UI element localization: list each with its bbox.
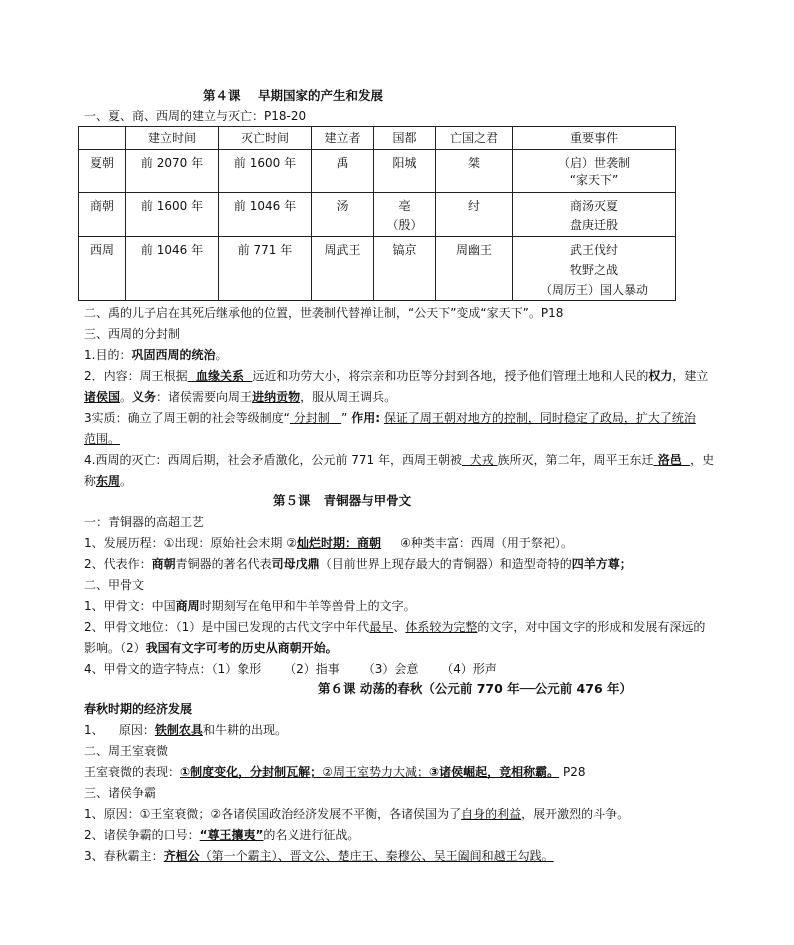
- section-heading: 春秋时期的经济发展: [84, 702, 193, 716]
- event-line: “家天下”: [569, 173, 619, 187]
- fell-cell: 前 1046 年: [219, 193, 312, 237]
- lesson-name: 早期国家的产生和发展: [257, 88, 383, 103]
- key-term: 诸侯国: [84, 390, 121, 404]
- events-cell: [513, 237, 676, 301]
- table-header-cell: 建立者: [312, 127, 374, 150]
- key-term: 齐桓公: [163, 849, 200, 863]
- event-line: （启）世袭制: [557, 156, 630, 170]
- key-term: “尊王攘夷”: [199, 828, 264, 842]
- founder-cell: 禹: [312, 150, 374, 193]
- text-run: （4）形声: [441, 662, 497, 676]
- paragraph: [84, 827, 359, 843]
- text-run: 的文字，对中国文字的形成和发展有深远的: [477, 620, 706, 634]
- founder-cell: 汤: [312, 193, 374, 237]
- text-run: 2、代表作：: [84, 557, 152, 571]
- fell-cell: 前 771 年: [219, 237, 312, 301]
- table-row: [79, 150, 676, 193]
- key-term: 分封制: [293, 411, 330, 425]
- lesson6-title: 第６课 动荡的春秋（公元前 770 年──公元前 476 年）: [318, 681, 632, 696]
- lesson5-title: [273, 493, 411, 509]
- lesson4-title: [203, 88, 383, 104]
- paragraph: [84, 410, 696, 426]
- events-cell: [513, 193, 676, 237]
- text-run: 王室衰微的表现：: [84, 765, 181, 779]
- key-term: ①制度变化，分封制瓦解；: [180, 765, 323, 779]
- table-header-cell: 灭亡时间: [219, 127, 312, 150]
- dynasty-table: [78, 126, 676, 301]
- text-run: 。: [120, 474, 133, 488]
- event-line: 商汤灭夏: [569, 199, 618, 213]
- fell-cell: 前 1600 年: [219, 150, 312, 193]
- paragraph: [84, 368, 708, 384]
- paragraph: [84, 806, 629, 822]
- paragraph: [84, 848, 554, 864]
- paragraph: [84, 473, 132, 489]
- text-run: （第一个霸主）、晋文公、楚庄王、秦穆公、吴王阖闾和越王勾践。: [199, 849, 554, 863]
- last-ruler-cell: 桀: [436, 150, 513, 193]
- section-heading: 一：青铜器的高超工艺: [84, 515, 205, 529]
- key-term: 血缘关系: [196, 369, 245, 383]
- capital-cell: [374, 150, 436, 193]
- section-heading: 三、西周的分封制: [84, 327, 181, 341]
- key-term: 义务: [132, 390, 157, 404]
- text-run: 1、原因：①王室衰微；②各诸侯国政治经济发展不平衡，各诸侯国为了: [84, 807, 462, 821]
- text-run: 族所灭，第二年，周平王东迁: [497, 453, 654, 467]
- key-term: 东周: [96, 474, 121, 488]
- paragraph: [84, 556, 632, 572]
- key-term: 洛邑: [657, 453, 682, 467]
- text-run: 3、春秋霸主：: [84, 849, 164, 863]
- text-run: 远近和功劳大小，将宗亲和功臣等分封到各地，授予他们管理土地和人民的: [252, 369, 649, 383]
- text-run: ④种类丰富：西周（用于祭祀）。: [400, 536, 573, 550]
- text-run: 2．内容：周王根据: [84, 369, 188, 383]
- text-run: 4.西周的灭亡：西周后期，社会矛盾激化，公元前 771 年，西周王朝被: [84, 453, 462, 467]
- section-heading: 三、诸侯争霸: [84, 786, 157, 800]
- text-run: ，史: [690, 453, 715, 467]
- key-term: 最早: [369, 620, 394, 634]
- text-run: 3实质：确立了周王朝的社会等级制度“: [84, 411, 290, 425]
- paragraph: [84, 598, 416, 614]
- capital-line: 阳城: [392, 156, 417, 170]
- text-run: 影响。（2）: [84, 641, 146, 655]
- key-term: 巩固西周的统治: [131, 348, 216, 362]
- lesson-number: 第４课: [203, 88, 241, 103]
- dynasty-cell: 夏朝: [79, 150, 126, 193]
- lesson-name: 青铜器与甲骨文: [323, 493, 412, 508]
- text-run: 时期刻写在龟甲和牛羊等兽骨上的文字。: [199, 599, 416, 613]
- key-term: 犬戎: [469, 453, 494, 467]
- founded-cell: 前 2070 年: [126, 150, 219, 193]
- text-run: （目前世界上现存最大的青铜器）和造型奇特的: [319, 557, 572, 571]
- text-run: 称: [84, 474, 97, 488]
- event-line: 牧野之战: [569, 263, 618, 277]
- dynasty-cell: 商朝: [79, 193, 126, 237]
- text-run: 的名义进行征战。: [263, 828, 360, 842]
- paragraph: [84, 431, 120, 447]
- key-term: 自身的利益: [461, 807, 522, 821]
- key-term: ③诸侯崛起，竞相称霸。: [428, 765, 560, 779]
- key-term: 铁制农具: [154, 723, 203, 737]
- text-run: 保证了周王朝对地方的控制，同时稳定了政局，扩大了统治: [383, 411, 696, 425]
- paragraph: [84, 619, 705, 635]
- founded-cell: 前 1046 年: [126, 237, 219, 301]
- capital-line: 镐京: [392, 243, 417, 257]
- paragraph: [84, 389, 396, 405]
- text-run: ，服从周王调兵。: [300, 390, 397, 404]
- event-line: 盘庚迁殷: [569, 218, 618, 232]
- text-run: 范围。: [84, 432, 121, 446]
- last-ruler-cell: 纣: [436, 193, 513, 237]
- table-row: [79, 237, 676, 301]
- table-header-cell: [79, 127, 126, 150]
- dynasty-cell: 西周: [79, 237, 126, 301]
- paragraph: [84, 661, 497, 677]
- text-run: 2、诸侯争霸的口号：: [84, 828, 200, 842]
- event-line: 武王伐纣: [569, 243, 618, 257]
- key-term: 作用:: [351, 411, 381, 425]
- paragraph: [84, 764, 585, 780]
- paragraph: [84, 535, 573, 551]
- key-term: 司母戊鼎: [271, 557, 320, 571]
- capital-line: （殷）: [386, 218, 423, 232]
- text-run: 2、甲骨文地位：（1）是中国已发现的古代文字中年代: [84, 620, 370, 634]
- key-term: 进纳贡物: [252, 390, 301, 404]
- table-header-row: [79, 127, 676, 150]
- table-header-cell: 亡国之君: [436, 127, 513, 150]
- text-run: 原因：: [118, 723, 155, 737]
- text-run: ②: [286, 536, 297, 550]
- text-run: 1、甲骨文：中国: [84, 599, 176, 613]
- paragraph: [84, 347, 227, 363]
- key-term: 我国有文字可考的历史从商朝开始。: [145, 641, 338, 655]
- last-ruler-cell: 周幽王: [436, 237, 513, 301]
- key-term: ②周王室势力大减；: [322, 765, 429, 779]
- section-heading: 一、夏、商、西周的建立与灭亡：P18-20: [84, 109, 307, 123]
- capital-cell: [374, 237, 436, 301]
- founded-cell: 前 1600 年: [126, 193, 219, 237]
- text-run: 青铜器的著名代表: [175, 557, 272, 571]
- text-run: （2）指事: [284, 662, 340, 676]
- key-term: 权力: [648, 369, 673, 383]
- text-run: 1、: [84, 723, 104, 737]
- section-heading: 二、甲骨文: [84, 578, 145, 592]
- text-run: 、: [393, 620, 406, 634]
- paragraph: [84, 722, 287, 738]
- lesson-number: 第５课: [273, 493, 311, 508]
- paragraph: [84, 640, 338, 656]
- text-run: ，建立: [672, 369, 709, 383]
- table-header-cell: 国都: [374, 127, 436, 150]
- capital-cell: [374, 193, 436, 237]
- table-header-cell: 建立时间: [126, 127, 219, 150]
- text-run: ”: [341, 411, 348, 425]
- key-term: 商周: [175, 599, 200, 613]
- text-run: 。: [215, 348, 228, 362]
- text-run: 和牛耕的出现。: [202, 723, 287, 737]
- capital-line: 亳: [398, 199, 411, 213]
- text-run: ，展开激烈的斗争。: [521, 807, 630, 821]
- events-cell: [513, 150, 676, 193]
- text-run: 。: [120, 390, 133, 404]
- text-run: ：诸侯需要向周王: [156, 390, 253, 404]
- table-row: [79, 193, 676, 237]
- key-term: 灿烂时期：商朝: [297, 536, 382, 550]
- text-run: （3）会意: [362, 662, 419, 676]
- event-line: （周厉王）国人暴动: [539, 283, 648, 297]
- key-term: 商朝: [151, 557, 176, 571]
- founder-cell: 周武王: [312, 237, 374, 301]
- text-run: 1、发展历程：①出现：原始社会末期: [84, 536, 283, 550]
- paragraph: 二、禹的儿子启在其死后继承他的位置，世袭制代替禅让制，“公天下”变成“家天下”。P18: [84, 306, 564, 320]
- text-run: 1.目的：: [84, 348, 132, 362]
- section-heading: 二、周王室衰微: [84, 744, 169, 758]
- table-header-cell: 重要事件: [513, 127, 676, 150]
- text-run: 4、甲骨文的造字特点：（1）象形: [84, 662, 262, 676]
- key-term: 四羊方尊；: [571, 557, 632, 571]
- page-ref: P28: [562, 765, 586, 779]
- key-term: 体系较为完整: [405, 620, 478, 634]
- paragraph: [84, 452, 714, 468]
